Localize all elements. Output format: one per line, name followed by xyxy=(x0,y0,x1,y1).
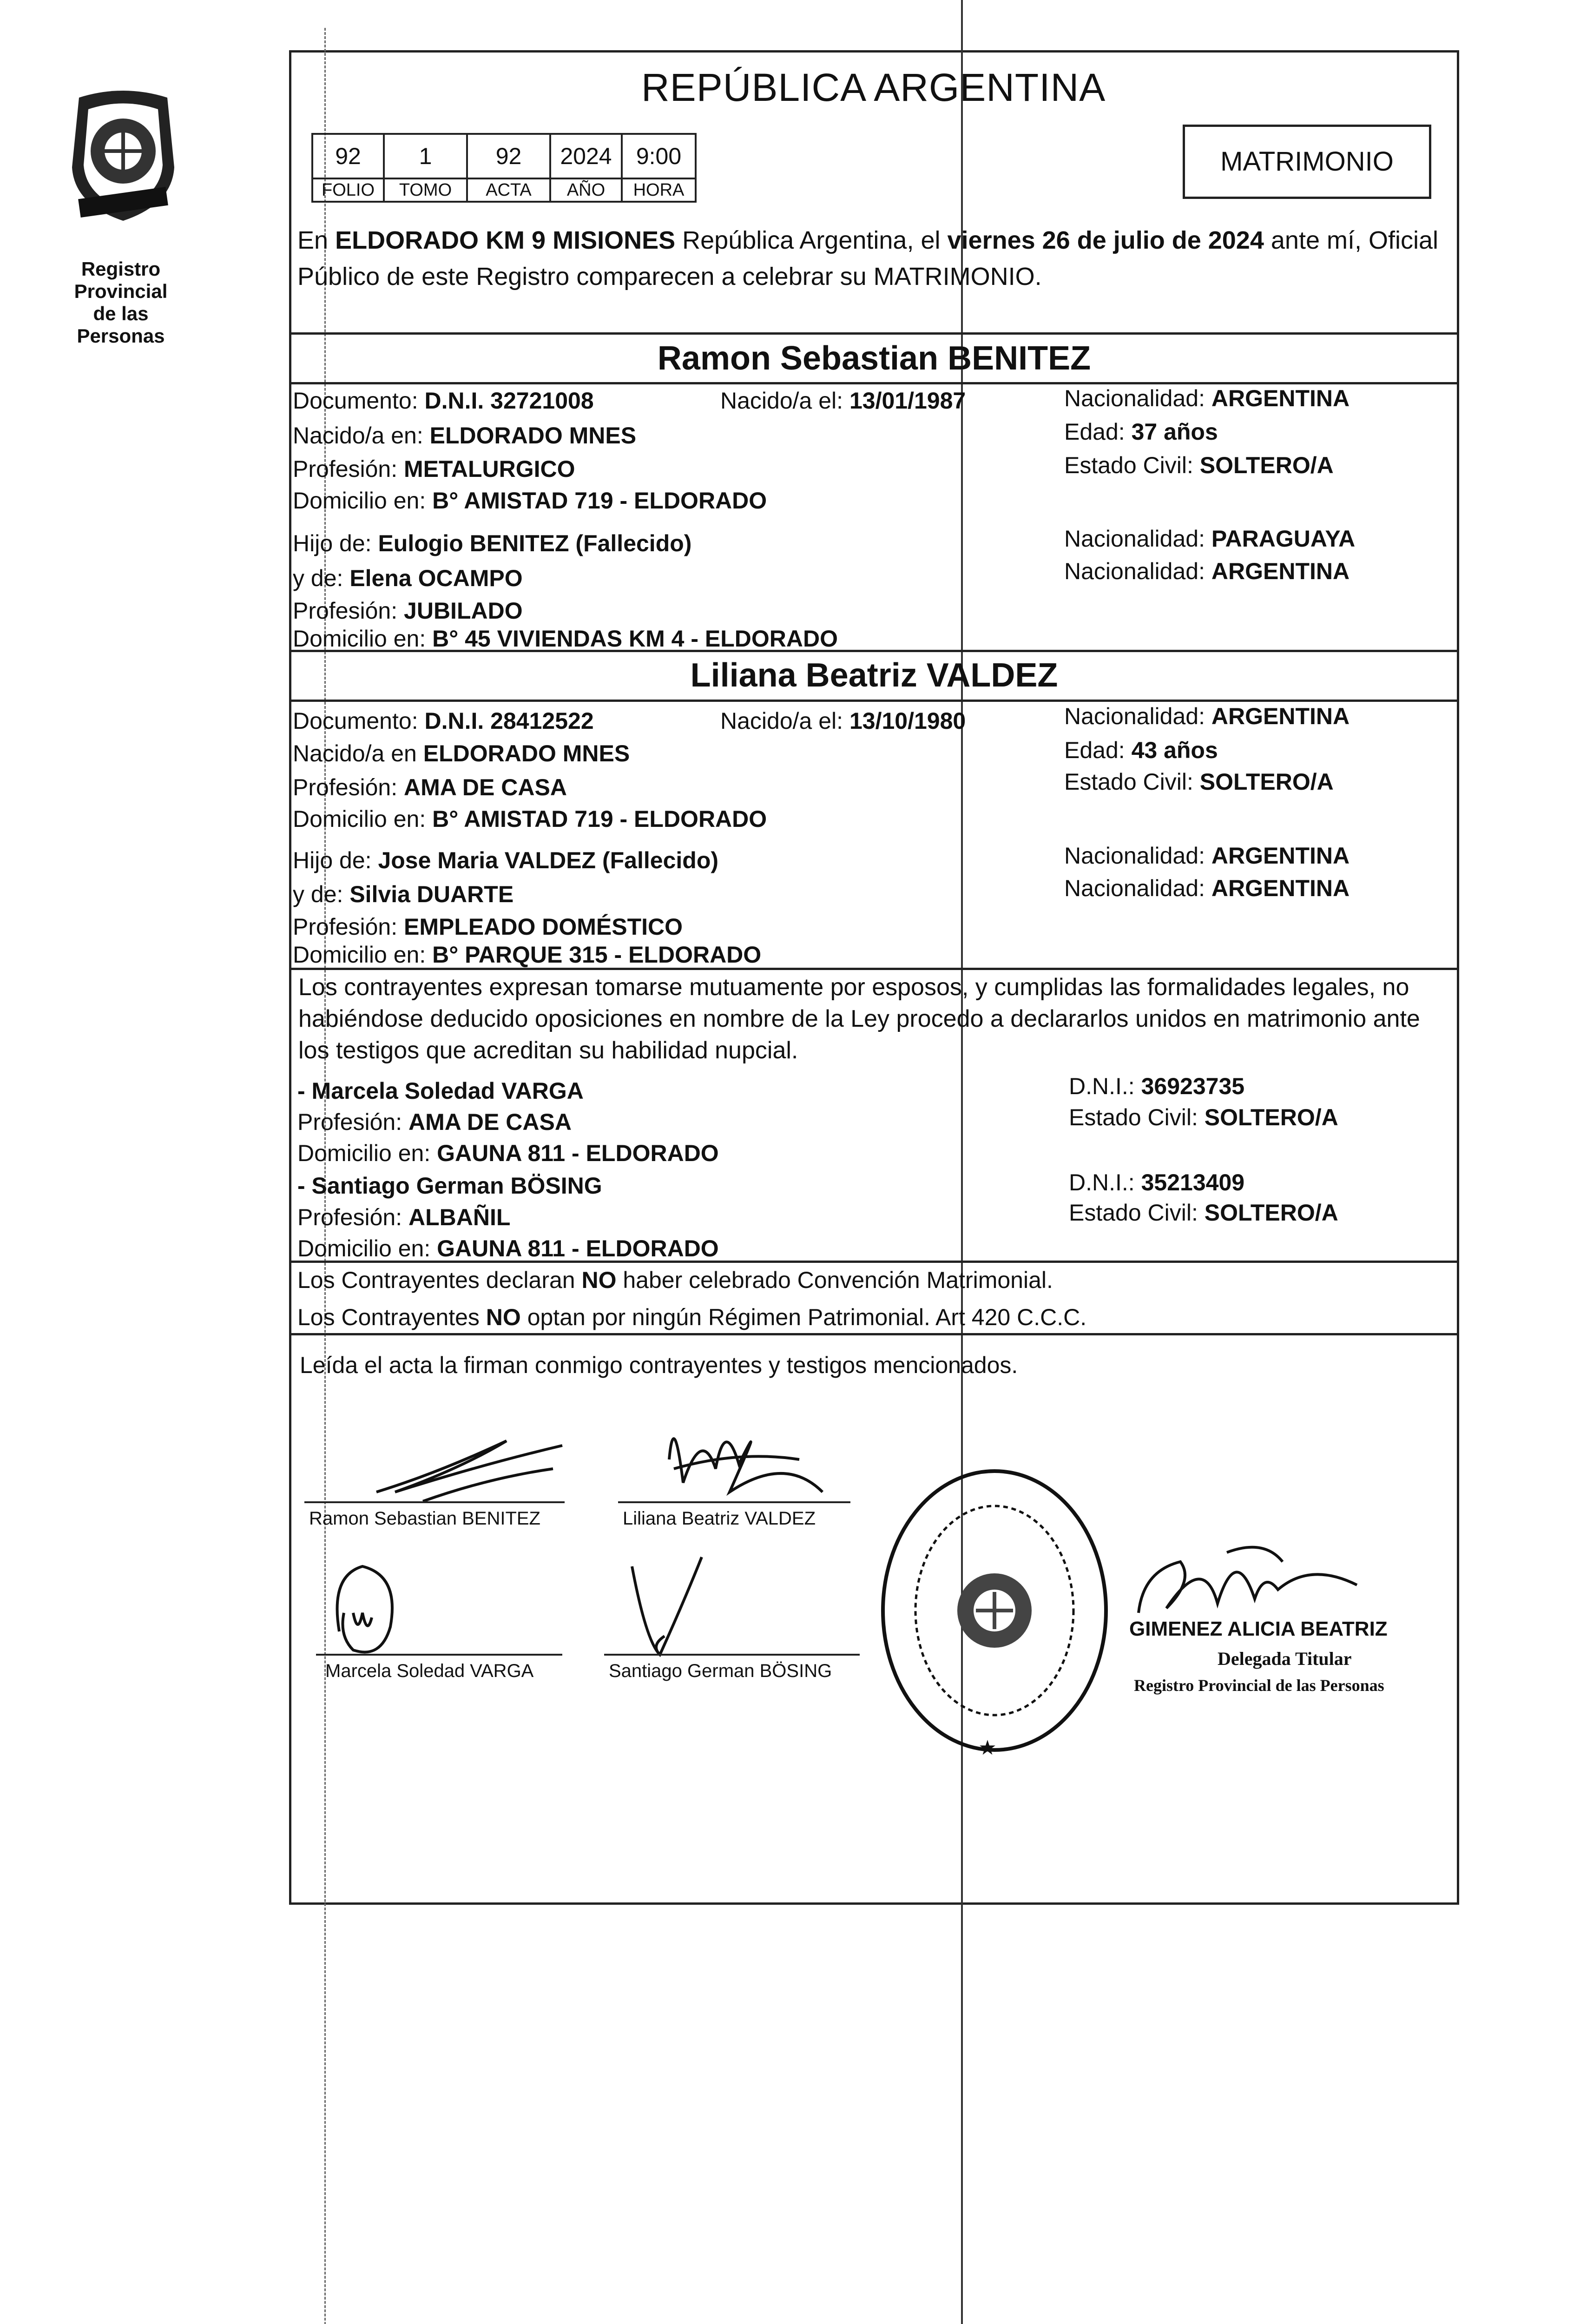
registry-name-line2: de las Personas xyxy=(77,303,165,347)
spouse2-civil: Estado Civil: SOLTERO/A xyxy=(1064,769,1334,795)
convention-line2: Los Contrayentes NO optan por ningún Régimen Patrimonial. Art 420 C.C.C. xyxy=(297,1304,1087,1330)
anio-value: 2024 xyxy=(550,134,622,178)
folio-label: FOLIO xyxy=(312,178,384,202)
spouse1-addr: Domicilio en: B° AMISTAD 719 - ELDORADO xyxy=(293,488,767,514)
signature-spouse1 xyxy=(367,1422,572,1511)
official-org: Registro Provincial de las Personas xyxy=(1134,1676,1384,1695)
intro-paragraph xyxy=(297,222,1455,295)
spouse2-parent-prof: Profesión: EMPLEADO DOMÉSTICO xyxy=(293,914,683,940)
signature-name-2: Liliana Beatriz VALDEZ xyxy=(623,1508,816,1529)
spouse1-civil: Estado Civil: SOLTERO/A xyxy=(1064,452,1334,478)
spouse1-name: Ramon Sebastian BENITEZ xyxy=(657,340,1091,377)
signature-witness1 xyxy=(311,1557,418,1664)
spouse1-prof: Profesión: METALURGICO xyxy=(293,456,575,482)
signature-line xyxy=(618,1501,850,1503)
spouse1-parent-prof: Profesión: JUBILADO xyxy=(293,598,523,624)
divider xyxy=(289,700,1459,702)
hora-label: HORA xyxy=(622,178,696,202)
divider xyxy=(289,1333,1459,1335)
tomo-label: TOMO xyxy=(384,178,467,202)
registry-name-line1: Registro Provincial xyxy=(74,258,168,302)
witness2-civil: Estado Civil: SOLTERO/A xyxy=(1069,1200,1338,1226)
country-title: REPÚBLICA ARGENTINA xyxy=(641,66,1106,109)
spouse2-mother: y de: Silvia DUARTE xyxy=(293,881,514,907)
folio-value: 92 xyxy=(312,134,384,178)
witness1-addr: Domicilio en: GAUNA 811 - ELDORADO xyxy=(297,1140,719,1166)
spouse1-nat: Nacionalidad: ARGENTINA xyxy=(1064,385,1350,411)
spouse2-mother-nat: Nacionalidad: ARGENTINA xyxy=(1064,875,1350,901)
signature-official xyxy=(1125,1534,1385,1627)
signature-witness2 xyxy=(623,1548,716,1669)
spouse2-age: Edad: 43 años xyxy=(1064,737,1218,763)
witness1-name: - Marcela Soledad VARGA xyxy=(297,1078,584,1104)
signature-name-1: Ramon Sebastian BENITEZ xyxy=(309,1508,540,1529)
spouse1-born-on: Nacido/a el: 13/01/1987 xyxy=(720,388,966,414)
convention-line1: Los Contrayentes declaran NO haber celebrado Convención Matrimonial. xyxy=(297,1267,1053,1293)
signature-line xyxy=(604,1654,860,1656)
intro-date: viernes 26 de julio de 2024 xyxy=(947,226,1264,254)
act-type-box: MATRIMONIO xyxy=(1183,125,1431,199)
witness1-prof: Profesión: AMA DE CASA xyxy=(297,1109,572,1135)
spouse2-addr: Domicilio en: B° AMISTAD 719 - ELDORADO xyxy=(293,806,767,832)
svg-text:★: ★ xyxy=(978,1736,997,1759)
registry-logo xyxy=(60,88,186,223)
spouse1-mother: y de: Elena OCAMPO xyxy=(293,565,523,591)
intro-t2: República Argentina, el xyxy=(675,226,948,254)
closing-text: Leída el acta la firman conmigo contrayentes y testigos mencionados. xyxy=(300,1352,1018,1378)
declaration-text: Los contrayentes expresan tomarse mutuamente por esposos, y cumplidas las formalidades legales, no habiéndose deducido oposiciones en nombre de la Ley procedo a declararlos unidos en matrimonio ante los testigos que acreditan su habilidad nupcial. xyxy=(298,974,1420,1064)
spouse1-father-nat: Nacionalidad: PARAGUAYA xyxy=(1064,526,1356,552)
spouse2-doc: Documento: D.N.I. 28412522 xyxy=(293,708,594,734)
spouse1-father: Hijo de: Eulogio BENITEZ (Fallecido) xyxy=(293,530,692,556)
spouse1-born-in: Nacido/a en: ELDORADO MNES xyxy=(293,423,637,449)
spouse2-nat: Nacionalidad: ARGENTINA xyxy=(1064,703,1350,729)
witness2-dni: D.N.I.: 35213409 xyxy=(1069,1169,1245,1195)
spouse2-prof: Profesión: AMA DE CASA xyxy=(293,774,567,800)
witness2-name: - Santiago German BÖSING xyxy=(297,1173,602,1199)
anio-label: AÑO xyxy=(550,178,622,202)
signature-spouse2 xyxy=(646,1399,841,1506)
signature-line xyxy=(304,1501,565,1503)
intro-t1: En xyxy=(297,226,336,254)
signature-line xyxy=(316,1654,562,1656)
divider xyxy=(289,332,1459,335)
spouse1-parent-addr: Domicilio en: B° 45 VIVIENDAS KM 4 - ELDORADO xyxy=(293,626,838,652)
divider xyxy=(289,382,1459,384)
witness1-dni: D.N.I.: 36923735 xyxy=(1069,1073,1245,1099)
divider xyxy=(289,650,1459,652)
witness2-addr: Domicilio en: GAUNA 811 - ELDORADO xyxy=(297,1235,719,1261)
spouse2-parent-addr: Domicilio en: B° PARQUE 315 - ELDORADO xyxy=(293,942,762,968)
spouse1-doc: Documento: D.N.I. 32721008 xyxy=(293,388,594,414)
intro-place: ELDORADO KM 9 MISIONES xyxy=(335,226,676,254)
official-name: GIMENEZ ALICIA BEATRIZ xyxy=(1129,1618,1388,1640)
official-seal xyxy=(874,1462,1115,1769)
witness1-civil: Estado Civil: SOLTERO/A xyxy=(1069,1104,1338,1130)
official-role: Delegada Titular xyxy=(1218,1648,1352,1669)
registration-table xyxy=(311,133,697,203)
divider xyxy=(289,968,1459,970)
intro-t3: ante mí, Oficial Público de este Registro comparecen a celebrar su MATRIMONIO. xyxy=(297,226,1439,290)
spouse1-mother-nat: Nacionalidad: ARGENTINA xyxy=(1064,558,1350,584)
signature-name-4: Santiago German BÖSING xyxy=(609,1661,832,1681)
signature-name-3: Marcela Soledad VARGA xyxy=(325,1661,534,1681)
spouse2-name: Liliana Beatriz VALDEZ xyxy=(690,657,1058,694)
spouse1-age: Edad: 37 años xyxy=(1064,419,1218,445)
witness2-prof: Profesión: ALBAÑIL xyxy=(297,1204,511,1230)
spouse2-born-in: Nacido/a en ELDORADO MNES xyxy=(293,740,630,766)
hora-value: 9:00 xyxy=(622,134,696,178)
divider xyxy=(289,1261,1459,1263)
tomo-value: 1 xyxy=(384,134,467,178)
registry-name xyxy=(51,258,191,347)
spouse2-father-nat: Nacionalidad: ARGENTINA xyxy=(1064,843,1350,869)
acta-value: 92 xyxy=(467,134,550,178)
spouse2-born-on: Nacido/a el: 13/10/1980 xyxy=(720,708,966,734)
spouse2-father: Hijo de: Jose Maria VALDEZ (Fallecido) xyxy=(293,847,719,873)
acta-label: ACTA xyxy=(467,178,550,202)
